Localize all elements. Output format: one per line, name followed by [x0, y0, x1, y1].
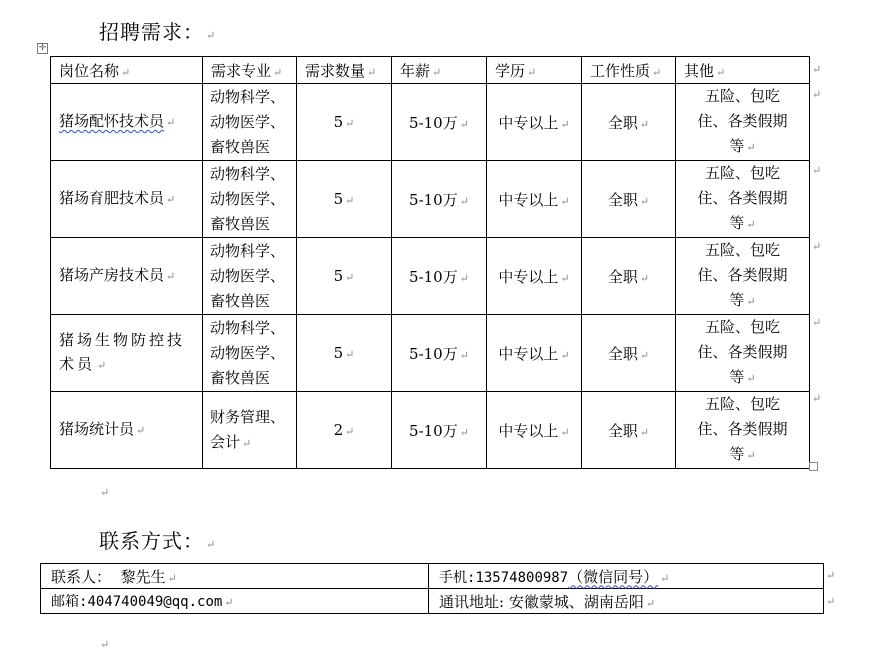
- major-line: 动物医学、: [210, 112, 286, 131]
- major-line: 动物科学、: [210, 241, 286, 260]
- paragraph-mark: ↵: [459, 194, 469, 208]
- major-line: 动物医学、: [210, 189, 286, 208]
- header-cell: 年薪 ↵: [392, 57, 487, 84]
- major-cell: [203, 161, 297, 238]
- salary-cell: 5-10万 ↵: [392, 315, 487, 392]
- major-line: 动物科学、: [210, 164, 286, 183]
- benefit-line: 五险、包吃: [704, 318, 780, 336]
- paragraph-mark: ↵: [716, 65, 726, 79]
- benefit-line: 等: [729, 291, 745, 309]
- job-title-cell: [51, 392, 203, 469]
- paragraph-mark: ↵: [560, 194, 570, 208]
- job-title: 猪场育肥技术员: [59, 189, 165, 207]
- row-end-mark: ↵: [812, 392, 822, 405]
- paragraph-mark: ↵: [459, 425, 469, 439]
- paragraph-mark: ↵: [746, 372, 756, 385]
- major-line: 畜牧兽医: [210, 214, 271, 233]
- paragraph-mark: ↵: [100, 638, 110, 651]
- benefit-line: 住、各类假期: [697, 266, 788, 284]
- paragraph-mark: ↵: [645, 596, 656, 610]
- major-cell: [203, 238, 297, 315]
- table-row: [41, 589, 824, 614]
- paragraph-mark: ↵: [652, 65, 662, 79]
- paragraph-mark: ↵: [97, 359, 110, 372]
- benefits-cell: [676, 84, 810, 161]
- paragraph-mark: ↵: [166, 193, 176, 206]
- header-cell: 需求数量 ↵: [297, 57, 392, 84]
- table-row: [51, 161, 810, 238]
- major-line: 动物科学、: [210, 318, 286, 337]
- count-cell: 5 ↵: [297, 161, 392, 238]
- email-cell: [41, 589, 429, 614]
- row-end-mark: ↵: [826, 569, 836, 582]
- job-title: 猪场生物防控技术员: [59, 331, 186, 373]
- salary-cell: 5-10万 ↵: [392, 161, 487, 238]
- table-header-row: [51, 57, 810, 84]
- benefit-line: 住、各类假期: [697, 189, 788, 207]
- job-title-cell: [51, 238, 203, 315]
- header-cell: 其他 ↵: [676, 57, 810, 84]
- paragraph-mark: ↵: [527, 65, 537, 79]
- contact-heading: 联系方式： ↵: [99, 529, 217, 553]
- job-title-cell: [51, 84, 203, 161]
- paragraph-mark: ↵: [273, 65, 283, 79]
- benefits-cell: [676, 315, 810, 392]
- paragraph-mark: ↵: [345, 117, 355, 130]
- paragraph-mark: ↵: [224, 596, 234, 609]
- paragraph-mark: ↵: [345, 271, 355, 284]
- address-value: 安徽蒙城、湖南岳阳: [508, 592, 644, 611]
- table-row: [51, 238, 810, 315]
- benefit-line: 等: [729, 137, 745, 155]
- job-type-cell: 全职 ↵: [582, 84, 676, 161]
- address-label: 通讯地址:: [439, 592, 505, 611]
- benefit-line: 住、各类假期: [697, 112, 788, 130]
- education-cell: 中专以上 ↵: [487, 161, 582, 238]
- paragraph-mark: ↵: [639, 271, 650, 285]
- job-type-cell: 全职 ↵: [582, 315, 676, 392]
- paragraph-mark: ↵: [560, 425, 570, 439]
- paragraph-mark: ↵: [746, 295, 756, 308]
- job-title: 猪场配怀技术员: [59, 112, 165, 130]
- paragraph-mark: ↵: [167, 571, 177, 585]
- job-title: 猪场产房技术员: [59, 266, 165, 284]
- row-end-mark: ↵: [826, 595, 836, 608]
- benefit-line: 等: [729, 445, 745, 463]
- paragraph-mark: ↵: [206, 29, 217, 42]
- major-line: 财务管理、: [210, 407, 286, 426]
- phone-note: （微信同号）: [568, 567, 659, 586]
- resize-square-icon[interactable]: [809, 462, 818, 471]
- move-cross-icon[interactable]: ✛: [38, 43, 47, 53]
- benefit-line: 五险、包吃: [704, 241, 780, 259]
- education-cell: 中专以上 ↵: [487, 315, 582, 392]
- paragraph-mark: ↵: [746, 218, 756, 231]
- benefit-line: 五险、包吃: [704, 395, 780, 413]
- paragraph-mark: ↵: [100, 486, 110, 499]
- paragraph-mark: ↵: [660, 571, 670, 585]
- header-cell: 需求专业 ↵: [203, 57, 297, 84]
- table-row: [51, 84, 810, 161]
- education-cell: 中专以上 ↵: [487, 392, 582, 469]
- major-cell: [203, 392, 297, 469]
- paragraph-mark: ↵: [459, 348, 469, 362]
- email-address[interactable]: 404740049@qq.com: [87, 594, 223, 610]
- major-line: 动物医学、: [210, 343, 286, 362]
- row-end-mark: ↵: [812, 316, 822, 329]
- paragraph-mark: ↵: [639, 117, 650, 131]
- job-title-cell: [51, 315, 203, 392]
- paragraph-mark: ↵: [639, 194, 650, 208]
- contact-person-name: 黎先生: [120, 567, 166, 586]
- contact-person-label: 联系人：: [51, 567, 112, 586]
- count-cell: 5 ↵: [297, 315, 392, 392]
- table-row: [41, 564, 824, 589]
- paragraph-mark: ↵: [242, 436, 252, 450]
- paragraph-mark: ↵: [136, 424, 146, 437]
- benefit-line: 等: [729, 368, 745, 386]
- major-cell: [203, 315, 297, 392]
- paragraph-mark: ↵: [121, 65, 131, 79]
- paragraph-mark: ↵: [166, 270, 176, 283]
- paragraph-mark: ↵: [345, 194, 355, 207]
- row-end-mark: ↵: [812, 240, 822, 253]
- table-row: [51, 392, 810, 469]
- benefits-cell: [676, 392, 810, 469]
- benefits-cell: [676, 161, 810, 238]
- address-cell: [429, 589, 824, 614]
- major-line: 动物科学、: [210, 87, 286, 106]
- paragraph-mark: ↵: [560, 348, 570, 362]
- paragraph-mark: ↵: [746, 449, 756, 462]
- job-type-cell: 全职 ↵: [582, 392, 676, 469]
- row-end-mark: ↵: [812, 63, 822, 76]
- phone-cell: [429, 564, 824, 589]
- row-end-mark: ↵: [812, 88, 822, 101]
- major-line: 畜牧兽医: [210, 137, 271, 156]
- salary-cell: 5-10万 ↵: [392, 392, 487, 469]
- major-line: 会计: [210, 432, 241, 451]
- paragraph-mark: ↵: [345, 348, 355, 361]
- benefit-line: 住、各类假期: [697, 343, 788, 361]
- paragraph-mark: ↵: [639, 348, 650, 362]
- paragraph-mark: ↵: [459, 117, 469, 131]
- recruit-heading: 招聘需求： ↵: [99, 20, 217, 44]
- major-line: 畜牧兽医: [210, 368, 271, 387]
- benefit-line: 五险、包吃: [704, 164, 780, 182]
- email-label: 邮箱:: [51, 594, 88, 610]
- benefit-line: 住、各类假期: [697, 420, 788, 438]
- table-row: [51, 315, 810, 392]
- paragraph-mark: ↵: [746, 141, 756, 154]
- education-cell: 中专以上 ↵: [487, 84, 582, 161]
- recruitment-table: [50, 56, 810, 469]
- job-title-cell: [51, 161, 203, 238]
- education-cell: 中专以上 ↵: [487, 238, 582, 315]
- contact-table: [40, 563, 824, 614]
- benefits-cell: [676, 238, 810, 315]
- paragraph-mark: ↵: [206, 538, 217, 551]
- row-end-mark: ↵: [812, 164, 822, 177]
- header-cell: 工作性质 ↵: [582, 57, 676, 84]
- major-line: 动物医学、: [210, 266, 286, 285]
- paragraph-mark: ↵: [345, 425, 355, 438]
- benefit-line: 五险、包吃: [704, 87, 780, 105]
- count-cell: 2 ↵: [297, 392, 392, 469]
- paragraph-mark: ↵: [367, 65, 377, 79]
- contact-person-cell: [41, 564, 429, 589]
- paragraph-mark: ↵: [459, 271, 469, 285]
- paragraph-mark: ↵: [560, 117, 570, 131]
- paragraph-mark: ↵: [560, 271, 570, 285]
- phone-label: 手机:: [439, 569, 476, 586]
- major-cell: [203, 84, 297, 161]
- phone-number[interactable]: 13574800987: [475, 569, 569, 586]
- benefit-line: 等: [729, 214, 745, 232]
- paragraph-mark: ↵: [639, 425, 650, 439]
- header-cell: 岗位名称 ↵: [51, 57, 203, 84]
- major-line: 畜牧兽医: [210, 291, 271, 310]
- count-cell: 5 ↵: [297, 84, 392, 161]
- salary-cell: 5-10万 ↵: [392, 238, 487, 315]
- count-cell: 5 ↵: [297, 238, 392, 315]
- job-title: 猪场统计员: [59, 420, 135, 438]
- job-type-cell: 全职 ↵: [582, 238, 676, 315]
- salary-cell: 5-10万 ↵: [392, 84, 487, 161]
- job-type-cell: 全职 ↵: [582, 161, 676, 238]
- paragraph-mark: ↵: [432, 65, 442, 79]
- paragraph-mark: ↵: [166, 116, 176, 129]
- header-cell: 学历 ↵: [487, 57, 582, 84]
